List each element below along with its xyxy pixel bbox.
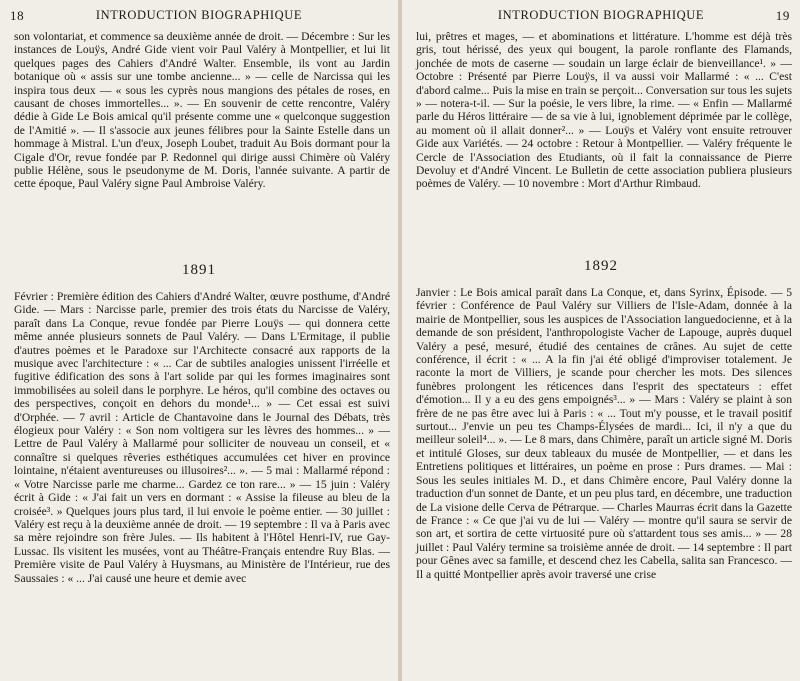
right-running-head: INTRODUCTION BIOGRAPHIQUE [497,8,705,22]
left-page [0,0,398,681]
left-paragraph-top [14,30,390,191]
left-paragraph-main-text: Février : Première édition des Cahiers d'André Walter, œuvre posthume, d'André Gide. — Mars : Narcisse parle, premier des trois états du Narcisse de Valéry, paraît dans La Conque, revue fondée par Pierre Louÿs — qui donnera cette même année plusieurs sonnets de Paul Valéry. — Dans L'Ermitage, il publie d'autres poèmes et le Paradoxe sur l'Architecte consacré aux rapports de la musique avec l'architecture : « ... Car de subtiles analogies unissent l'irréelle et fugitive édification des sons à l'art solide par qui les formes imaginaires sont immobilisées au soleil dans le porphyre. Le héros, qu'il combine des octaves ou des perspectives, conçoit en dehors du monde¹... » — Cet essai est suivi d'Orphée. — 7 avril : Article de Chantavoine dans le Journal des Débats, très élogieux pour Valéry : « Son nom voltigera sur les lèvres des hommes... » — Lettre de Paul Valéry à Mallarmé pour solliciter de nouveau un conseil, et « connaître si quelques rêveries esthétiques accumulées cet hiver en province lointaine, n'étaient aventureuses ou illusoires²... ». — 5 mai : Mallarmé répond : « Votre Narcisse parle me charme... Gardez ce ton rare... » — 15 juin : Valéry écrit à Gide : « J'ai fait un vers en dormant : « Assise la fileuse au bleu de la croisée³. » Quelques jours plus tard, il lui envoie le poème entier. — 30 juillet : Valéry est reçu à la deuxième année de droit. — 19 septembre : Il va à Paris avec sa mère rejoindre son frère Jules. — Ils habitent à l'Hôtel Henri-IV, rue Gay-Lussac. Ils visitent les musées, vont au Théâtre-Français entendre Ruy Blas. — Première visite de Paul Valéry à Huysmans, au Ministère de l'Intérieur, rue des Saussaies : « ... J'ai causé une heure et demie avec [14,290,390,585]
right-paragraph-top [416,30,792,191]
left-running-head: INTRODUCTION BIOGRAPHIQUE [95,8,303,22]
right-page-header [412,8,790,26]
year-heading-1892: 1892 [584,258,618,274]
right-paragraph-top-text: lui, prêtres et mages, — et abominations et littérature. L'homme est déjà très gris, tout hérissé, des yeux qui bougent, la parole ronflante des Flamands, jonchée de mots de caserne — soudain un large éclair de bienveillance¹. » — Octobre : Présenté par Pierre Louÿs, il va aussi voir Mallarmé : « ... C'est d'abord calme... Puis la mise en train se perçoit... Conversation sur tous les sujets » — notera-t-il. — Sur la poésie, le vers libre, la rime. — « Enfin — Mallarmé parle du Héros littéraire — de sa vie à lui, ignoblement déprimée par le collège, au moment où il allait donner²... » — Louÿs et Valéry vont ensuite retrouver Gide aux Variétés. — 24 octobre : Retour à Montpellier. — Valéry fréquente le Cercle de l'Association des Etudiants, où il fait la connaissance de Pierre Devoluy et d'André Vincent. Le Bulletin de cette association publiera plusieurs poèmes de Valéry. — 10 novembre : Mort d'Arthur Rimbaud. [416,30,792,191]
right-page-number: 19 [775,8,790,23]
left-paragraph-top-text: son volontariat, et commence sa deuxième année de droit. — Décembre : Sur les instances de Louÿs, André Gide vient voir Paul Valéry à Montpellier, et lui lit quelques pages des Cahiers d'André Walter. Ensemble, ils vont au Jardin botanique où « assis sur une tombe ancienne... » — celle de Narcissa qui les inspira tous deux — « sous les cyprès nous mangions des pétales de roses, en causant de choses immortelles... ». — En souvenir de cette rencontre, Valéry dédie à Gide Le Bois amical qu'il présente comme une « quelconque suggestion de l'Amitié ». — Il s'associe aux jeunes félibres pour la Sainte Estelle dans un hommage à Mistral. L'un d'eux, Joseph Loubet, traduit Au Bois dormant pour la Cigale d'Or, revue fondée par P. Redonnel qui dirige aussi Chimère où Valéry publie Hélène, sous le pseudonyme de M. Doris, l'année suivante. A partir de cette époque, Paul Valéry signe Paul Ambroise Valéry. [14,30,390,191]
year-heading-1891: 1891 [182,262,216,278]
right-page [402,0,800,681]
left-page-number: 18 [10,8,25,23]
left-paragraph-main [14,290,390,585]
right-paragraph-main-text: Janvier : Le Bois amical paraît dans La Conque, et, dans Syrinx, Épisode. — 5 février : Conférence de Paul Valéry sur Villiers de l'Isle-Adam, donnée à la mairie de Montpellier, sous les auspices de l'Association languedocienne, et à la demande de son président, l'anthropologiste Vacher de Lapouge, auprès duquel Valéry a pesé, mesuré, étudié des centaines de crânes. Au sujet de cette conférence, il écrit : « ... A la fin j'ai été obligé d'improviser totalement. Je raconte la mort de Villiers, je scande pour chercher les mots. Des silences funèbres prolongent les réticences dans l'esprit des spectateurs : effet d'émotion... Il y a eu des gens empoignés³... » — Mars : Valéry se plaint à son frère de ne pas être avec lui à Paris : « ... Tout m'y pousse, et le travail positif surtout... J'envie un peu tes Champs-Élysées de mardi... Ici, il n'y a que du meilleur soleil⁴... ». — Le 8 mars, dans Chimère, paraît un article signé M. Doris et intitulé Gloses, sur deux tableaux du musée de Montpellier, — et dans les Entretiens politiques et littéraires, un poème en prose : Purs drames. — Mai : Sous les seules initiales M. D., et dans Chimère encore, Paul Valéry donne la traduction d'un sonnet de Dante, et un peu plus tard, en décembre, une traduction de La visione delle Cerva de Pétrarque. — Charles Maurras écrit dans la Gazette de France : « Ce que j'ai vu de lui — Valéry — montre qu'il saura se servir de son art, et sortira de cette virtuosité pure où s'attardent tous ses amis... » — 28 juillet : Paul Valéry termine sa troisième année de droit. — 14 septembre : Il part pour Gênes avec sa famille, et descend chez les Cabella, salita san Francesco. — Il a quitté Montpellier après avoir traversé une crise [416,286,792,581]
left-page-header [10,8,388,26]
right-paragraph-main [416,286,792,581]
